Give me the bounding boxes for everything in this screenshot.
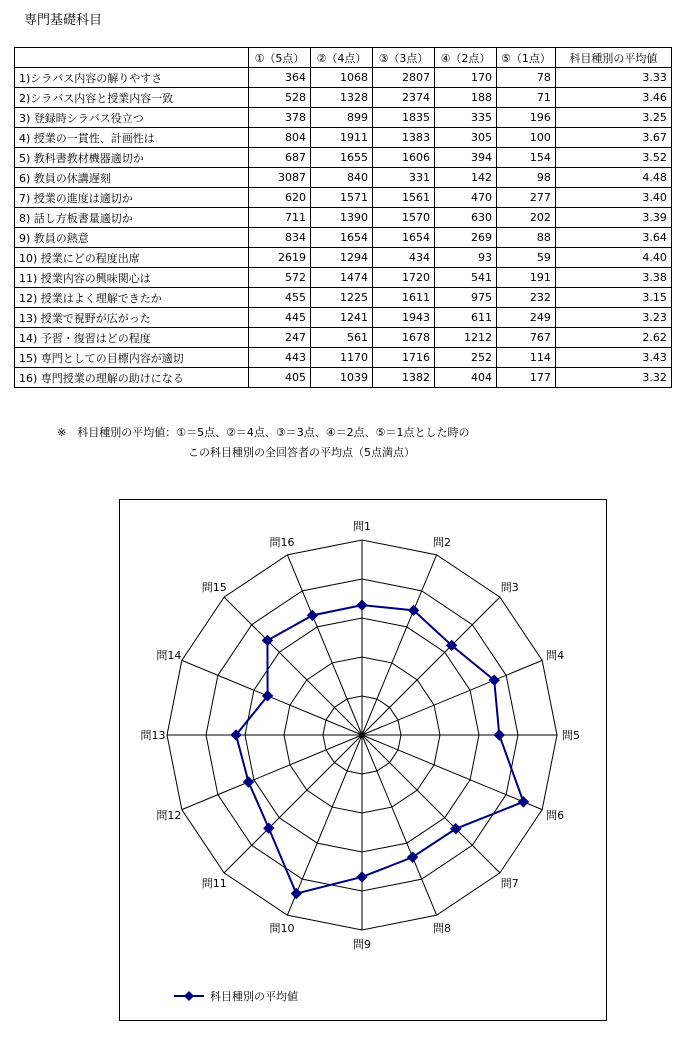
table-row — [15, 68, 672, 88]
table-row — [15, 228, 672, 248]
axis-category-label: 問5 — [562, 729, 580, 742]
axis-spoke — [362, 735, 542, 810]
data-point — [291, 889, 301, 899]
count-cell: 59 — [497, 248, 556, 268]
column-header: 科目種別の平均値 — [555, 48, 671, 68]
column-header: ⑤（1点） — [497, 48, 556, 68]
count-cell: 93 — [435, 248, 497, 268]
count-cell: 630 — [435, 208, 497, 228]
count-cell: 154 — [497, 148, 556, 168]
average-cell: 3.32 — [555, 368, 671, 388]
axis-category-label: 問16 — [269, 535, 295, 549]
data-point — [357, 872, 367, 882]
count-cell: 1561 — [373, 188, 435, 208]
count-cell: 620 — [249, 188, 311, 208]
column-header: ①（5点） — [249, 48, 311, 68]
count-cell: 364 — [249, 68, 311, 88]
axis-category-label: 問12 — [156, 808, 182, 822]
average-cell: 3.15 — [555, 288, 671, 308]
average-cell: 3.39 — [555, 208, 671, 228]
count-cell: 1170 — [311, 348, 373, 368]
row-label: 2)シラバス内容と授業内容一致 — [15, 88, 249, 108]
count-cell: 394 — [435, 148, 497, 168]
table-row — [15, 148, 672, 168]
count-cell: 1678 — [373, 328, 435, 348]
count-cell: 1474 — [311, 268, 373, 288]
legend-marker — [184, 991, 194, 1001]
column-header: ②（4点） — [311, 48, 373, 68]
average-cell: 3.64 — [555, 228, 671, 248]
count-cell: 1328 — [311, 88, 373, 108]
axis-category-label: 問2 — [432, 535, 451, 549]
legend-label: 科目種別の平均値 — [210, 990, 298, 1003]
axis-spoke — [362, 555, 437, 735]
average-cell: 4.40 — [555, 248, 671, 268]
axis-category-label: 問13 — [140, 729, 166, 742]
data-point — [357, 600, 367, 610]
axis-spoke — [362, 735, 437, 915]
radar-chart-frame — [119, 499, 607, 1021]
count-cell: 170 — [435, 68, 497, 88]
average-note-line2: この科目種別の全回答者の平均点（5点満点） — [188, 446, 415, 459]
table-row — [15, 248, 672, 268]
average-cell: 4.48 — [555, 168, 671, 188]
count-cell: 142 — [435, 168, 497, 188]
count-cell: 561 — [311, 328, 373, 348]
axis-spoke — [362, 597, 500, 735]
average-cell: 3.67 — [555, 128, 671, 148]
row-label: 13) 授業で視野が広がった — [15, 308, 249, 328]
axis-spoke — [362, 735, 500, 873]
count-cell: 249 — [497, 308, 556, 328]
row-label: 11) 授業内容の興味関心は — [15, 268, 249, 288]
axis-category-label: 問9 — [353, 938, 371, 951]
count-cell: 100 — [497, 128, 556, 148]
row-label: 14) 予習・復習はどの程度 — [15, 328, 249, 348]
row-label: 10) 授業にどの程度出席 — [15, 248, 249, 268]
count-cell: 975 — [435, 288, 497, 308]
table-row — [15, 188, 672, 208]
data-point — [518, 797, 528, 807]
count-cell: 3087 — [249, 168, 311, 188]
count-cell: 2619 — [249, 248, 311, 268]
count-cell: 305 — [435, 128, 497, 148]
count-cell: 188 — [435, 88, 497, 108]
count-cell: 1039 — [311, 368, 373, 388]
average-cell: 2.62 — [555, 328, 671, 348]
row-label: 16) 専門授業の理解の助けになる — [15, 368, 249, 388]
count-cell: 767 — [497, 328, 556, 348]
count-cell: 470 — [435, 188, 497, 208]
average-cell: 3.33 — [555, 68, 671, 88]
count-cell: 1390 — [311, 208, 373, 228]
count-cell: 1241 — [311, 308, 373, 328]
axis-category-label: 問8 — [432, 922, 451, 936]
count-cell: 1383 — [373, 128, 435, 148]
count-cell: 1611 — [373, 288, 435, 308]
count-cell: 405 — [249, 368, 311, 388]
count-cell: 2374 — [373, 88, 435, 108]
count-cell: 404 — [435, 368, 497, 388]
axis-category-label: 問7 — [500, 876, 519, 890]
radar-chart — [120, 500, 606, 1020]
axis-category-label: 問15 — [201, 581, 227, 595]
table-row — [15, 288, 672, 308]
count-cell: 443 — [249, 348, 311, 368]
axis-category-label: 問11 — [201, 876, 227, 890]
count-cell: 611 — [435, 308, 497, 328]
count-cell: 196 — [497, 108, 556, 128]
table-row — [15, 88, 672, 108]
survey-table — [14, 47, 672, 388]
count-cell: 434 — [373, 248, 435, 268]
count-cell: 804 — [249, 128, 311, 148]
count-cell: 1570 — [373, 208, 435, 228]
count-cell: 1911 — [311, 128, 373, 148]
count-cell: 528 — [249, 88, 311, 108]
count-cell: 1835 — [373, 108, 435, 128]
row-label: 8) 話し方板書量適切か — [15, 208, 249, 228]
row-label: 7) 授業の進度は適切か — [15, 188, 249, 208]
table-row — [15, 268, 672, 288]
count-cell: 1716 — [373, 348, 435, 368]
count-cell: 840 — [311, 168, 373, 188]
count-cell: 331 — [373, 168, 435, 188]
count-cell: 1720 — [373, 268, 435, 288]
count-cell: 71 — [497, 88, 556, 108]
axis-category-label: 問4 — [546, 649, 565, 663]
axis-spoke — [362, 660, 542, 735]
count-cell: 1654 — [373, 228, 435, 248]
count-cell: 98 — [497, 168, 556, 188]
data-point — [244, 777, 254, 787]
table-body — [15, 68, 672, 388]
count-cell: 455 — [249, 288, 311, 308]
count-cell: 834 — [249, 228, 311, 248]
count-cell: 202 — [497, 208, 556, 228]
count-cell: 88 — [497, 228, 556, 248]
data-point — [307, 610, 317, 620]
average-cell: 3.23 — [555, 308, 671, 328]
table-row — [15, 108, 672, 128]
data-point — [408, 852, 418, 862]
count-cell: 1212 — [435, 328, 497, 348]
table-row — [15, 328, 672, 348]
average-cell: 3.38 — [555, 268, 671, 288]
count-cell: 1382 — [373, 368, 435, 388]
axis-spoke — [224, 597, 362, 735]
count-cell: 711 — [249, 208, 311, 228]
count-cell: 1294 — [311, 248, 373, 268]
table-row — [15, 368, 672, 388]
count-cell: 335 — [435, 108, 497, 128]
count-cell: 378 — [249, 108, 311, 128]
axis-spoke — [182, 660, 362, 735]
count-cell: 277 — [497, 188, 556, 208]
row-label: 5) 教科書教材機器適切か — [15, 148, 249, 168]
count-cell: 687 — [249, 148, 311, 168]
count-cell: 1225 — [311, 288, 373, 308]
count-cell: 78 — [497, 68, 556, 88]
axis-spoke — [287, 735, 362, 915]
count-cell: 1943 — [373, 308, 435, 328]
average-cell: 3.46 — [555, 88, 671, 108]
count-cell: 252 — [435, 348, 497, 368]
count-cell: 1571 — [311, 188, 373, 208]
page-title: 専門基礎科目 — [24, 13, 103, 28]
average-cell: 3.52 — [555, 148, 671, 168]
count-cell: 1606 — [373, 148, 435, 168]
axis-category-label: 問10 — [269, 922, 295, 936]
row-label: 4) 授業の一貫性、計画性は — [15, 128, 249, 148]
count-cell: 177 — [497, 368, 556, 388]
count-cell: 1068 — [311, 68, 373, 88]
axis-category-label: 問14 — [156, 649, 182, 663]
count-cell: 1655 — [311, 148, 373, 168]
count-cell: 269 — [435, 228, 497, 248]
count-cell: 445 — [249, 308, 311, 328]
axis-spoke — [287, 555, 362, 735]
table-row — [15, 348, 672, 368]
table-row — [15, 208, 672, 228]
column-header — [15, 48, 249, 68]
table-row — [15, 308, 672, 328]
column-header: ④（2点） — [435, 48, 497, 68]
count-cell: 572 — [249, 268, 311, 288]
count-cell: 232 — [497, 288, 556, 308]
average-cell: 3.43 — [555, 348, 671, 368]
count-cell: 899 — [311, 108, 373, 128]
count-cell: 1654 — [311, 228, 373, 248]
row-label: 15) 専門としての目標内容が適切 — [15, 348, 249, 368]
table-row — [15, 168, 672, 188]
axis-category-label: 問3 — [500, 581, 519, 595]
count-cell: 114 — [497, 348, 556, 368]
row-label: 1)シラバス内容の解りやすさ — [15, 68, 249, 88]
count-cell: 191 — [497, 268, 556, 288]
axis-spoke — [182, 735, 362, 810]
data-point — [494, 730, 504, 740]
count-cell: 2807 — [373, 68, 435, 88]
row-label: 9) 教員の熱意 — [15, 228, 249, 248]
row-label: 12) 授業はよく理解できたか — [15, 288, 249, 308]
row-label: 6) 教員の休講遅刻 — [15, 168, 249, 188]
average-cell: 3.40 — [555, 188, 671, 208]
axis-spoke — [224, 735, 362, 873]
row-label: 3) 登録時シラバス役立つ — [15, 108, 249, 128]
count-cell: 541 — [435, 268, 497, 288]
table-row — [15, 128, 672, 148]
average-note-line1: ※ 科目種別の平均値：①＝5点、②＝4点、③＝3点、④＝2点、⑤＝1点とした時の — [57, 426, 470, 439]
table-header-row — [15, 48, 672, 68]
axis-category-label: 問6 — [546, 808, 565, 822]
axis-category-label: 問1 — [353, 520, 371, 533]
series-line — [236, 605, 523, 893]
count-cell: 247 — [249, 328, 311, 348]
average-cell: 3.25 — [555, 108, 671, 128]
column-header: ③（3点） — [373, 48, 435, 68]
